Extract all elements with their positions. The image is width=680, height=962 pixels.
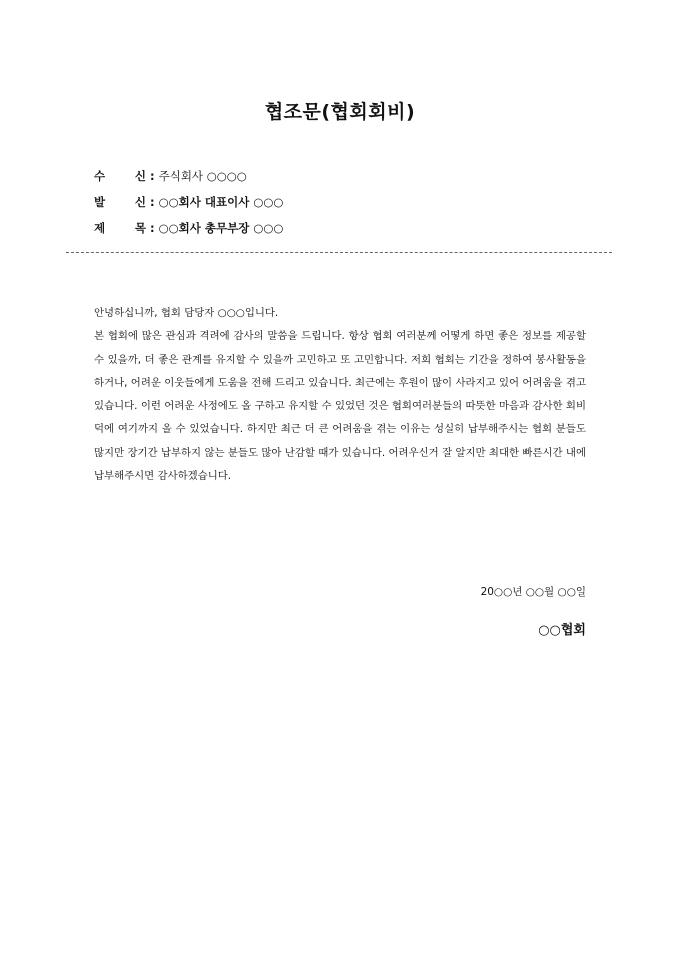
header-row-subject [94,215,594,241]
header-row-recipient [94,163,594,189]
greeting-line: 안녕하십니까, 협회 담당자 ○○○입니다. [94,307,279,319]
dashed-divider [66,252,612,253]
letter-signature: ○○협회 [538,623,586,638]
recipient-label-second: 신 [134,169,146,183]
sender-colon: : [150,195,155,209]
subject-value: ○○회사 총무부장 ○○○ [158,221,284,235]
sender-label-second: 신 [134,195,146,209]
sender-label [94,194,150,210]
sender-label-first: 발 [94,195,106,209]
subject-label [94,220,150,236]
body-paragraph: 본 협회에 많은 관심과 격려에 감사의 말씀을 드립니다. 항상 협회 여러분께 어떻게 하면 좋은 정보를 제공할 수 있을까, 더 좋은 관계를 유지할 수 있을까 고민하고 또 고민합니다. 저희 협회는 기간을 정하여 봉사활동을 하거나, 어려운 이웃들에게 도움을 전해 드리고 있습니다. 최근에는 후원이 많이 사라지고 있어 어려움을 겪고 있습니다. 이런 어려운 사정에도 올 구하고 유지할 수 있었던 것은 협회여러분들의 따뜻한 마음과 감사한 회비덕에 여기까지 올 수 있었습니다. 하지만 최근 더 큰 어려움을 겪는 이유는 성실히 납부해주시는 협회 분들도 많지만 장기간 납부하지 않는 분들도 많아 난감할 때가 있습니다. 어려우신거 잘 알지만 최대한 빠른시간 내에 납부해주시면 감사하겠습니다. [94,330,586,483]
recipient-colon: : [150,169,155,183]
recipient-value: 주식회사 ○○○○ [158,169,247,183]
document-title: 협조문(협회회비) [264,101,416,123]
recipient-label-first: 수 [94,169,106,183]
sender-value: ○○회사 대표이사 ○○○ [158,195,284,209]
subject-label-first: 제 [94,221,106,235]
subject-colon: : [150,221,155,235]
header-row-sender [94,189,594,215]
letter-date: 20○○년 ○○월 ○○일 [480,586,586,598]
letter-body [94,302,586,488]
subject-label-second: 목 [134,221,146,235]
header-block [94,163,594,241]
recipient-label [94,168,150,184]
